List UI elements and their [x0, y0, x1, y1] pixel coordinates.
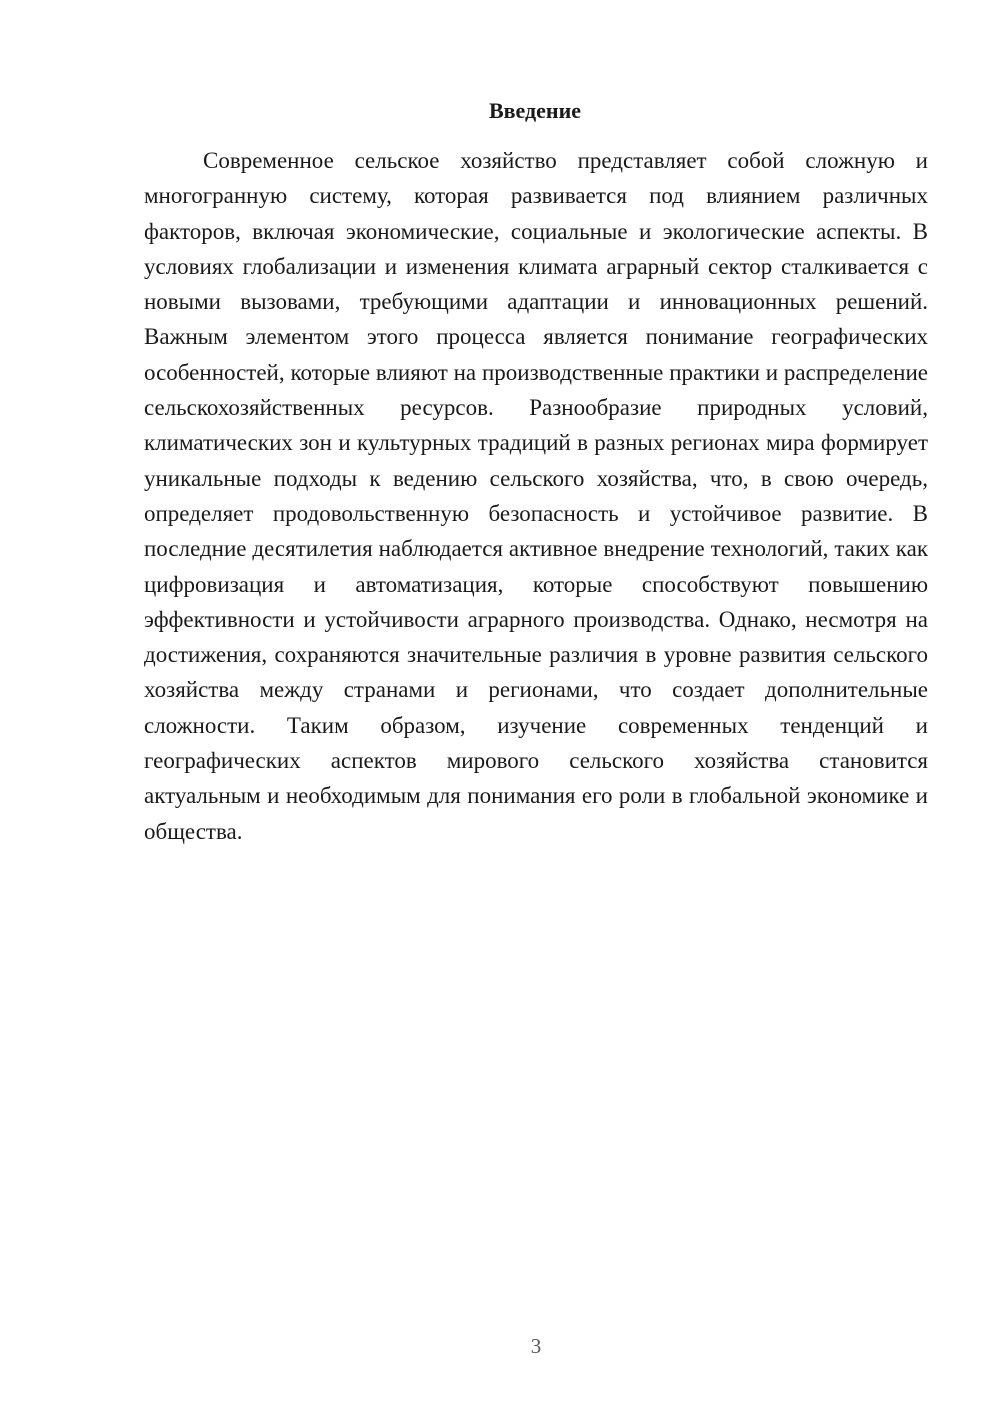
section-heading: Введение — [488, 98, 582, 123]
page-number: 3 — [530, 1334, 542, 1358]
body-paragraph: Современное сельское хозяйство представляет собой сложную и многогранную систему, которая развивается под влиянием различных факторов, включая экономические, социальные и экологические аспекты. В условиях глобализации и изменения климата аграрный сектор сталкивается с новыми вызовами, требующими адаптации и инновационных решений. Важным элементом этого процесса является понимание географических особенностей, которые влияют на производственные практики и распределение сельскохозяйственных ресурсов. Разнообразие природных условий, климатических зон и культурных традиций в разных регионах мира формирует уникальные подходы к ведению сельского хозяйства, что, в свою очередь, определяет продовольственную безопасность и устойчивое развитие. В последние десятилетия наблюдается активное внедрение технологий, таких как цифровизация и автоматизация, которые способствуют повышению эффективности и устойчивости аграрного производства. Однако, несмотря на достижения, сохраняются значительные различия в уровне развития сельского хозяйства между странами и регионами, что создает дополнительные сложности. Таким образом, изучение современных тенденций и географических аспектов мирового сельского хозяйства становится актуальным и необходимым для понимания его роли в глобальной экономике и общества. — [144, 148, 928, 844]
